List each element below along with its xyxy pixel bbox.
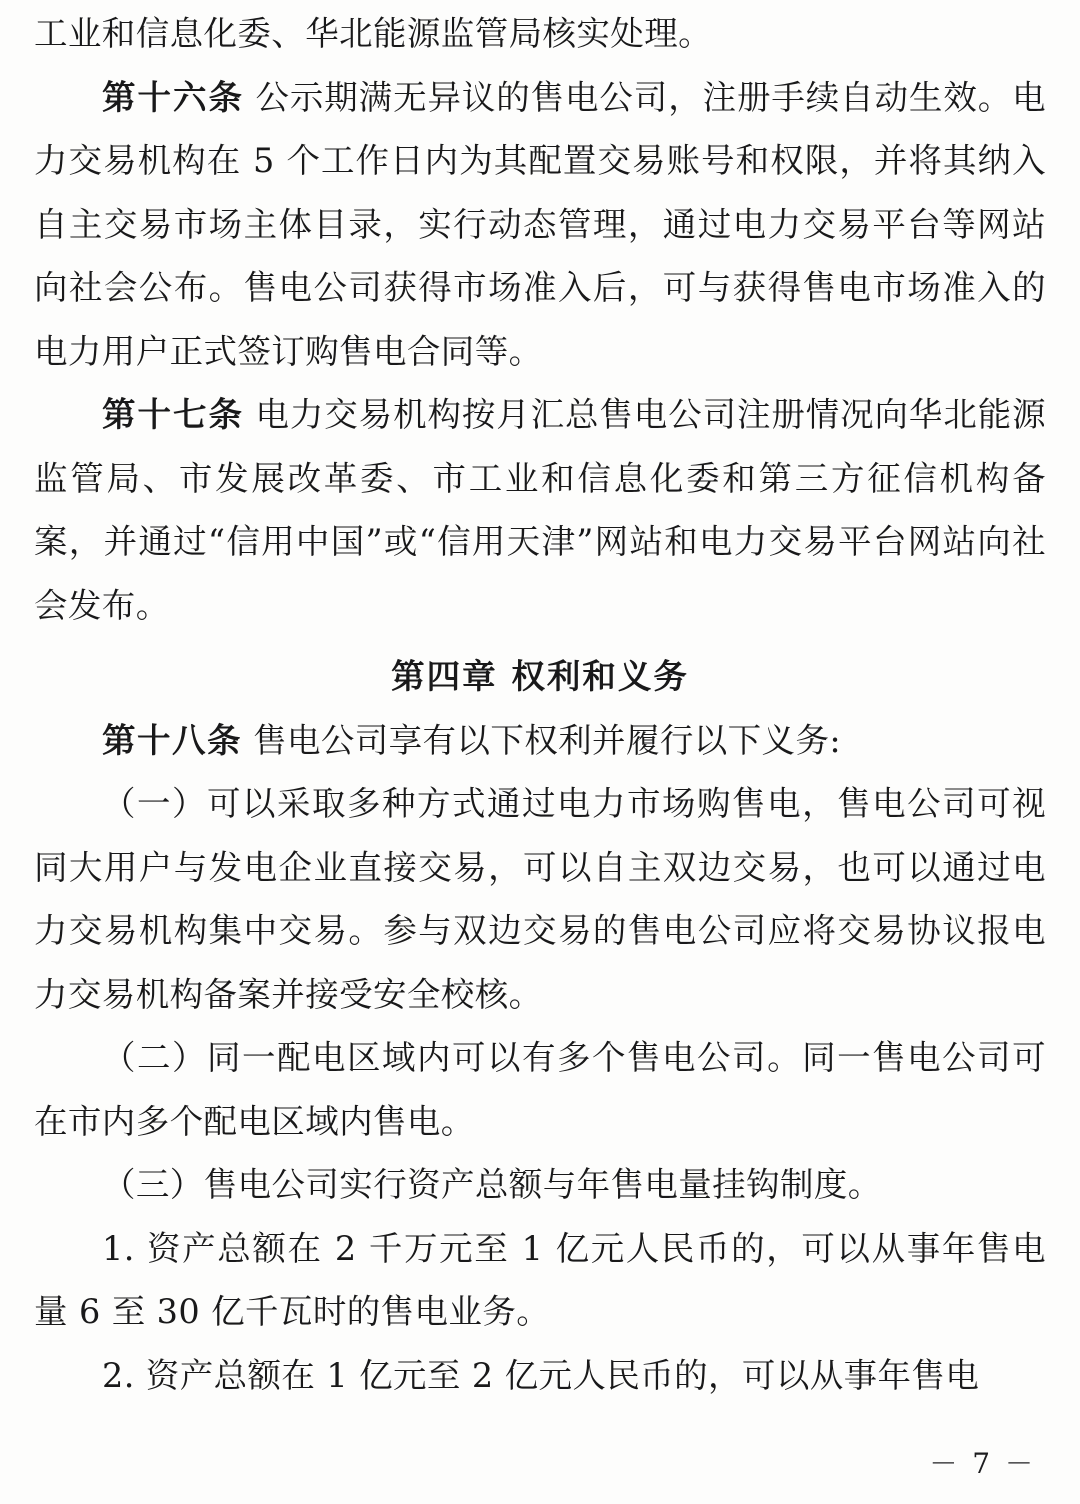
paragraph-text: 电力交易机构按月汇总售电公司注册情况向华北能源监管局、市发展改革委、市工业和信息化委和第三方征信机构备案，并通过“信用中国”或“信用天津”网站和电力交易平台网站向社会发布。: [34, 395, 1046, 625]
paragraph-text: 工业和信息化委、华北能源监管局核实处理。: [34, 14, 712, 53]
article-label: 第十八条: [102, 720, 242, 760]
paragraph-text: （三）售电公司实行资产总额与年售电量挂钩制度。: [102, 1165, 882, 1204]
paragraph-text: （二）同一配电区域内可以有多个售电公司。同一售电公司可在市内多个配电区域内售电。: [34, 1038, 1046, 1141]
paragraph-text: （一）可以采取多种方式通过电力市场购售电，售电公司可视同大用户与发电企业直接交易，可以自主双边交易，也可以通过电力交易机构集中交易。参与双边交易的售电公司应将交易协议报电力交易机构备案并接受安全校核。: [34, 784, 1046, 1014]
page-number: － 7 －: [929, 1447, 1036, 1480]
paragraph-article-18: [34, 709, 1046, 773]
document-body: [34, 2, 1046, 1407]
paragraph-item-1: [34, 772, 1046, 1026]
paragraph-text: 公示期满无异议的售电公司，注册手续自动生效。电力交易机构在 5 个工作日内为其配置交易账号和权限，并将其纳入自主交易市场主体目录，实行动态管理，通过电力交易平台等网站向社会公布。售电公司获得市场准入后，可与获得售电市场准入的电力用户正式签订购售电合同等。: [34, 77, 1046, 371]
paragraph-article-17: [34, 383, 1046, 637]
paragraph-article-16: [34, 66, 1046, 384]
paragraph-text: 1. 资产总额在 2 千万元至 1 亿元人民币的，可以从事年售电量 6 至 30 亿千瓦时的售电业务。: [34, 1228, 1046, 1331]
paragraph-subitem-1: [34, 1217, 1046, 1344]
paragraph-text: 售电公司享有以下权利并履行以下义务:: [253, 720, 842, 760]
chapter-heading: 第四章 权利和义务: [391, 657, 689, 696]
paragraph-subitem-2: [34, 1344, 1046, 1408]
article-label: 第十六条: [102, 77, 244, 117]
paragraph-continued-top: [34, 2, 1046, 66]
paragraph-item-3: [34, 1153, 1046, 1217]
paragraph-item-2: [34, 1026, 1046, 1153]
paragraph-text: 2. 资产总额在 1 亿元至 2 亿元人民币的，可以从事年售电: [102, 1355, 980, 1395]
article-label: 第十七条: [102, 395, 244, 434]
